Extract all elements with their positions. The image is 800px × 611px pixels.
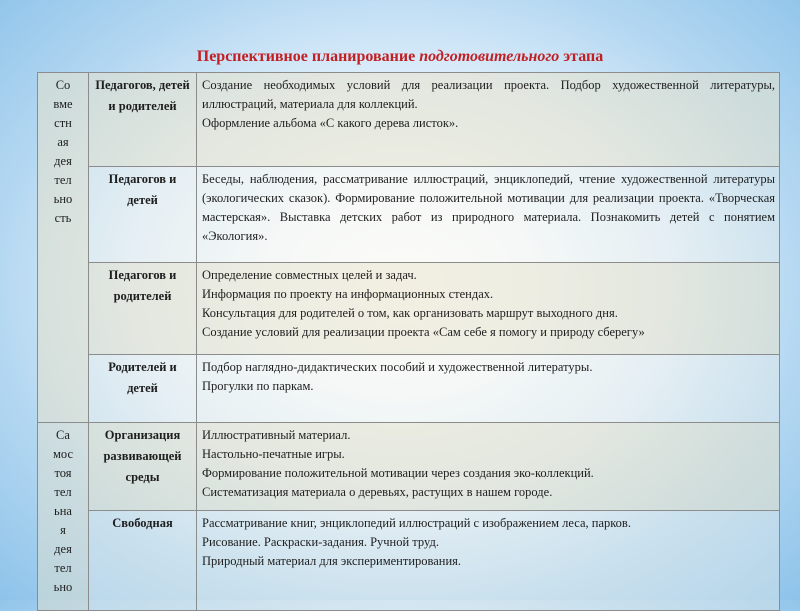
group-label-independent <box>38 423 89 611</box>
group-label-line: я <box>60 523 66 537</box>
activity-text: Настольно-печатные игры. <box>202 447 345 461</box>
group-label-line: тел <box>54 561 72 575</box>
planning-table <box>37 72 780 611</box>
group-label-line: тоя <box>54 466 72 480</box>
table-row <box>38 423 780 511</box>
group-label-line: дея <box>54 154 72 168</box>
activity-text: Иллюстративный материал. <box>202 428 351 442</box>
group-label-line: Са <box>56 428 70 442</box>
group-label-line: тел <box>54 485 72 499</box>
group-label-line: ая <box>57 135 69 149</box>
participants-cell: Родителей и детей <box>89 355 197 423</box>
activity-text: Природный материал для экспериментирования. <box>202 554 462 568</box>
participants-cell: Организация развивающей среды <box>89 423 197 511</box>
activity-text: Прогулки по паркам. <box>202 379 314 393</box>
activity-text: Беседы, наблюдения, рассматривание иллюстраций, энциклопедий, чтение художественной литературы (экологических сказок). Формирование положительной мотивации для реализации проекта. «Творческая мастерская». Выставка детских работ из природного материала. Познакомить детей с понятием «Экология». <box>202 172 775 243</box>
activities-cell <box>197 167 780 263</box>
table-row <box>38 73 780 167</box>
participants-cell: Свободная <box>89 511 197 611</box>
page-title <box>0 48 800 66</box>
participants-cell: Педагогов, детей и родителей <box>89 73 197 167</box>
activity-text: Систематизация материала о деревьях, растущих в нашем городе. <box>202 485 553 499</box>
activity-text: Формирование положительной мотивации через создания эко-коллекций. <box>202 466 594 480</box>
title-part-3: этапа <box>559 48 604 65</box>
group-label-line: вме <box>53 97 73 111</box>
activity-text: Оформление альбома «С какого дерева листок». <box>202 116 459 130</box>
activities-cell <box>197 355 780 423</box>
group-label-line: мос <box>52 447 74 461</box>
table-row <box>38 263 780 355</box>
group-label-line: ьна <box>54 504 72 518</box>
activity-text: Информация по проекту на информационных стендах. <box>202 287 494 301</box>
table-row <box>38 511 780 611</box>
title-part-2: подготовительного <box>419 48 560 65</box>
activity-text: Создание необходимых условий для реализации проекта. Подбор художественной литературы, иллюстраций, материала для коллекций. <box>202 78 775 111</box>
activities-cell <box>197 73 780 167</box>
participants-cell: Педагогов и детей <box>89 167 197 263</box>
participants-cell: Педагогов и родителей <box>89 263 197 355</box>
group-label-line: стн <box>54 116 72 130</box>
table-row <box>38 167 780 263</box>
group-label-line: тел <box>54 173 72 187</box>
activity-text: Подбор наглядно-дидактических пособий и художественной литературы. <box>202 360 593 374</box>
group-label-line: сть <box>54 211 72 225</box>
group-label-line: дея <box>54 542 72 556</box>
group-label-line: ьно <box>53 192 73 206</box>
title-part-1: Перспективное планирование <box>196 48 420 65</box>
activity-text: Консультация для родителей о том, как организовать маршрут выходного дня. <box>202 306 618 320</box>
table-row <box>38 355 780 423</box>
activity-text: Рисование. Раскраски-задания. Ручной труд. <box>202 535 439 549</box>
group-label-line: Со <box>55 78 71 92</box>
activities-cell <box>197 263 780 355</box>
activities-cell <box>197 511 780 611</box>
activity-text: Создание условий для реализации проекта «Сам себе я помогу и природу сберегу» <box>202 325 645 339</box>
activities-cell <box>197 423 780 511</box>
activity-text: Определение совместных целей и задач. <box>202 268 417 282</box>
activity-text: Рассматривание книг, энциклопедий иллюстраций с изображением леса, парков. <box>202 516 631 530</box>
group-label-line: ьно <box>53 580 73 594</box>
group-label-joint <box>38 73 89 423</box>
